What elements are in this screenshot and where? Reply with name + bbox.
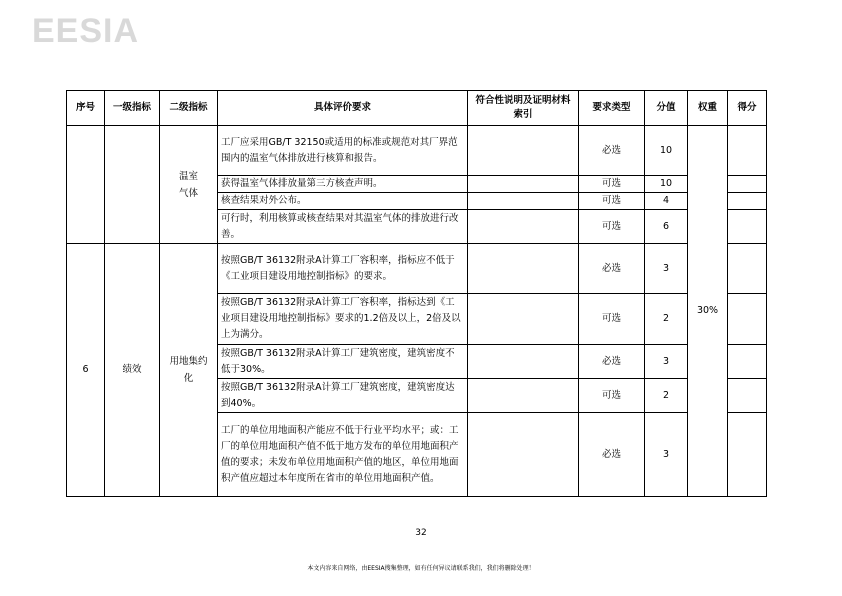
evidence-cell[interactable] [468,126,579,176]
type-cell: 可选 [579,294,645,345]
evidence-cell[interactable] [468,176,579,193]
evidence-cell[interactable] [468,413,579,497]
table-row [67,126,767,176]
result-cell[interactable] [728,345,767,379]
secondary-indicator-cell [160,126,218,244]
header-requirement: 具体评价要求 [218,91,468,126]
weight-cell: 30% [688,126,728,497]
evaluation-table [66,90,767,497]
type-cell: 必选 [579,244,645,294]
score-cell: 2 [645,379,688,413]
score-cell: 3 [645,413,688,497]
requirement-cell: 工厂应采用GB/T 32150或适用的标准或规范对其厂界范围内的温室气体排放进行核算和报告。 [218,126,468,176]
header-type: 要求类型 [579,91,645,126]
table-header-row [67,91,767,126]
eesia-logo: EESIA [32,12,140,50]
type-cell: 可选 [579,210,645,244]
score-cell: 2 [645,294,688,345]
requirement-cell: 按照GB/T 36132附录A计算工厂容积率，指标应不低于《工业项目建设用地控制指标》的要求。 [218,244,468,294]
requirement-cell: 按照GB/T 36132附录A计算工厂建筑密度，建筑密度达到40%。 [218,379,468,413]
header-result: 得分 [728,91,767,126]
secondary-indicator-label: 用地集约化 [169,356,208,384]
evidence-cell[interactable] [468,294,579,345]
result-cell[interactable] [728,379,767,413]
requirement-cell: 按照GB/T 36132附录A计算工厂建筑密度，建筑密度不低于30%。 [218,345,468,379]
header-evidence: 符合性说明及证明材料索引 [468,91,579,126]
type-cell: 可选 [579,176,645,193]
header-secondary-indicator: 二级指标 [160,91,218,126]
index-cell: 6 [67,244,105,497]
type-cell: 可选 [579,193,645,210]
result-cell[interactable] [728,244,767,294]
footer-disclaimer: 本文内容来自网络，由EESIA搜集整理，如有任何异议请联系我们，我们将删除处理！ [307,565,535,572]
requirement-cell: 按照GB/T 36132附录A计算工厂容积率，指标达到《工业项目建设用地控制指标》要求的1.2倍及以上，2倍及以上为满分。 [218,294,468,345]
score-cell: 10 [645,176,688,193]
header-index: 序号 [67,91,105,126]
score-cell: 6 [645,210,688,244]
requirement-cell: 获得温室气体排放量第三方核查声明。 [218,176,468,193]
page-number: 32 [415,528,427,538]
requirement-cell: 核查结果对外公布。 [218,193,468,210]
type-cell: 必选 [579,345,645,379]
score-cell: 3 [645,345,688,379]
result-cell[interactable] [728,193,767,210]
score-cell: 10 [645,126,688,176]
primary-indicator-cell: 绩效 [105,244,160,497]
header-primary-indicator: 一级指标 [105,91,160,126]
result-cell[interactable] [728,176,767,193]
type-cell: 必选 [579,413,645,497]
index-cell-empty [67,126,105,244]
score-cell: 4 [645,193,688,210]
score-cell: 3 [645,244,688,294]
evidence-cell[interactable] [468,193,579,210]
evidence-cell[interactable] [468,345,579,379]
type-cell: 必选 [579,126,645,176]
result-cell[interactable] [728,294,767,345]
header-weight: 权重 [688,91,728,126]
table-row [67,244,767,294]
result-cell[interactable] [728,413,767,497]
evidence-cell[interactable] [468,379,579,413]
result-cell[interactable] [728,210,767,244]
header-score: 分值 [645,91,688,126]
type-cell: 可选 [579,379,645,413]
secondary-indicator-cell [160,244,218,497]
requirement-cell: 工厂的单位用地面积产能应不低于行业平均水平；或：工厂的单位用地面积产值不低于地方发布的单位用地面积产值的要求；未发布单位用地面积产值的地区，单位用地面积产值应超过本年度所在省市的单位用地面积产值。 [218,413,468,497]
secondary-indicator-label: 温室气体 [178,170,198,199]
evidence-cell[interactable] [468,244,579,294]
evidence-cell[interactable] [468,210,579,244]
result-cell[interactable] [728,126,767,176]
primary-cell-empty [105,126,160,244]
requirement-cell: 可行时，利用核算或核查结果对其温室气体的排放进行改善。 [218,210,468,244]
